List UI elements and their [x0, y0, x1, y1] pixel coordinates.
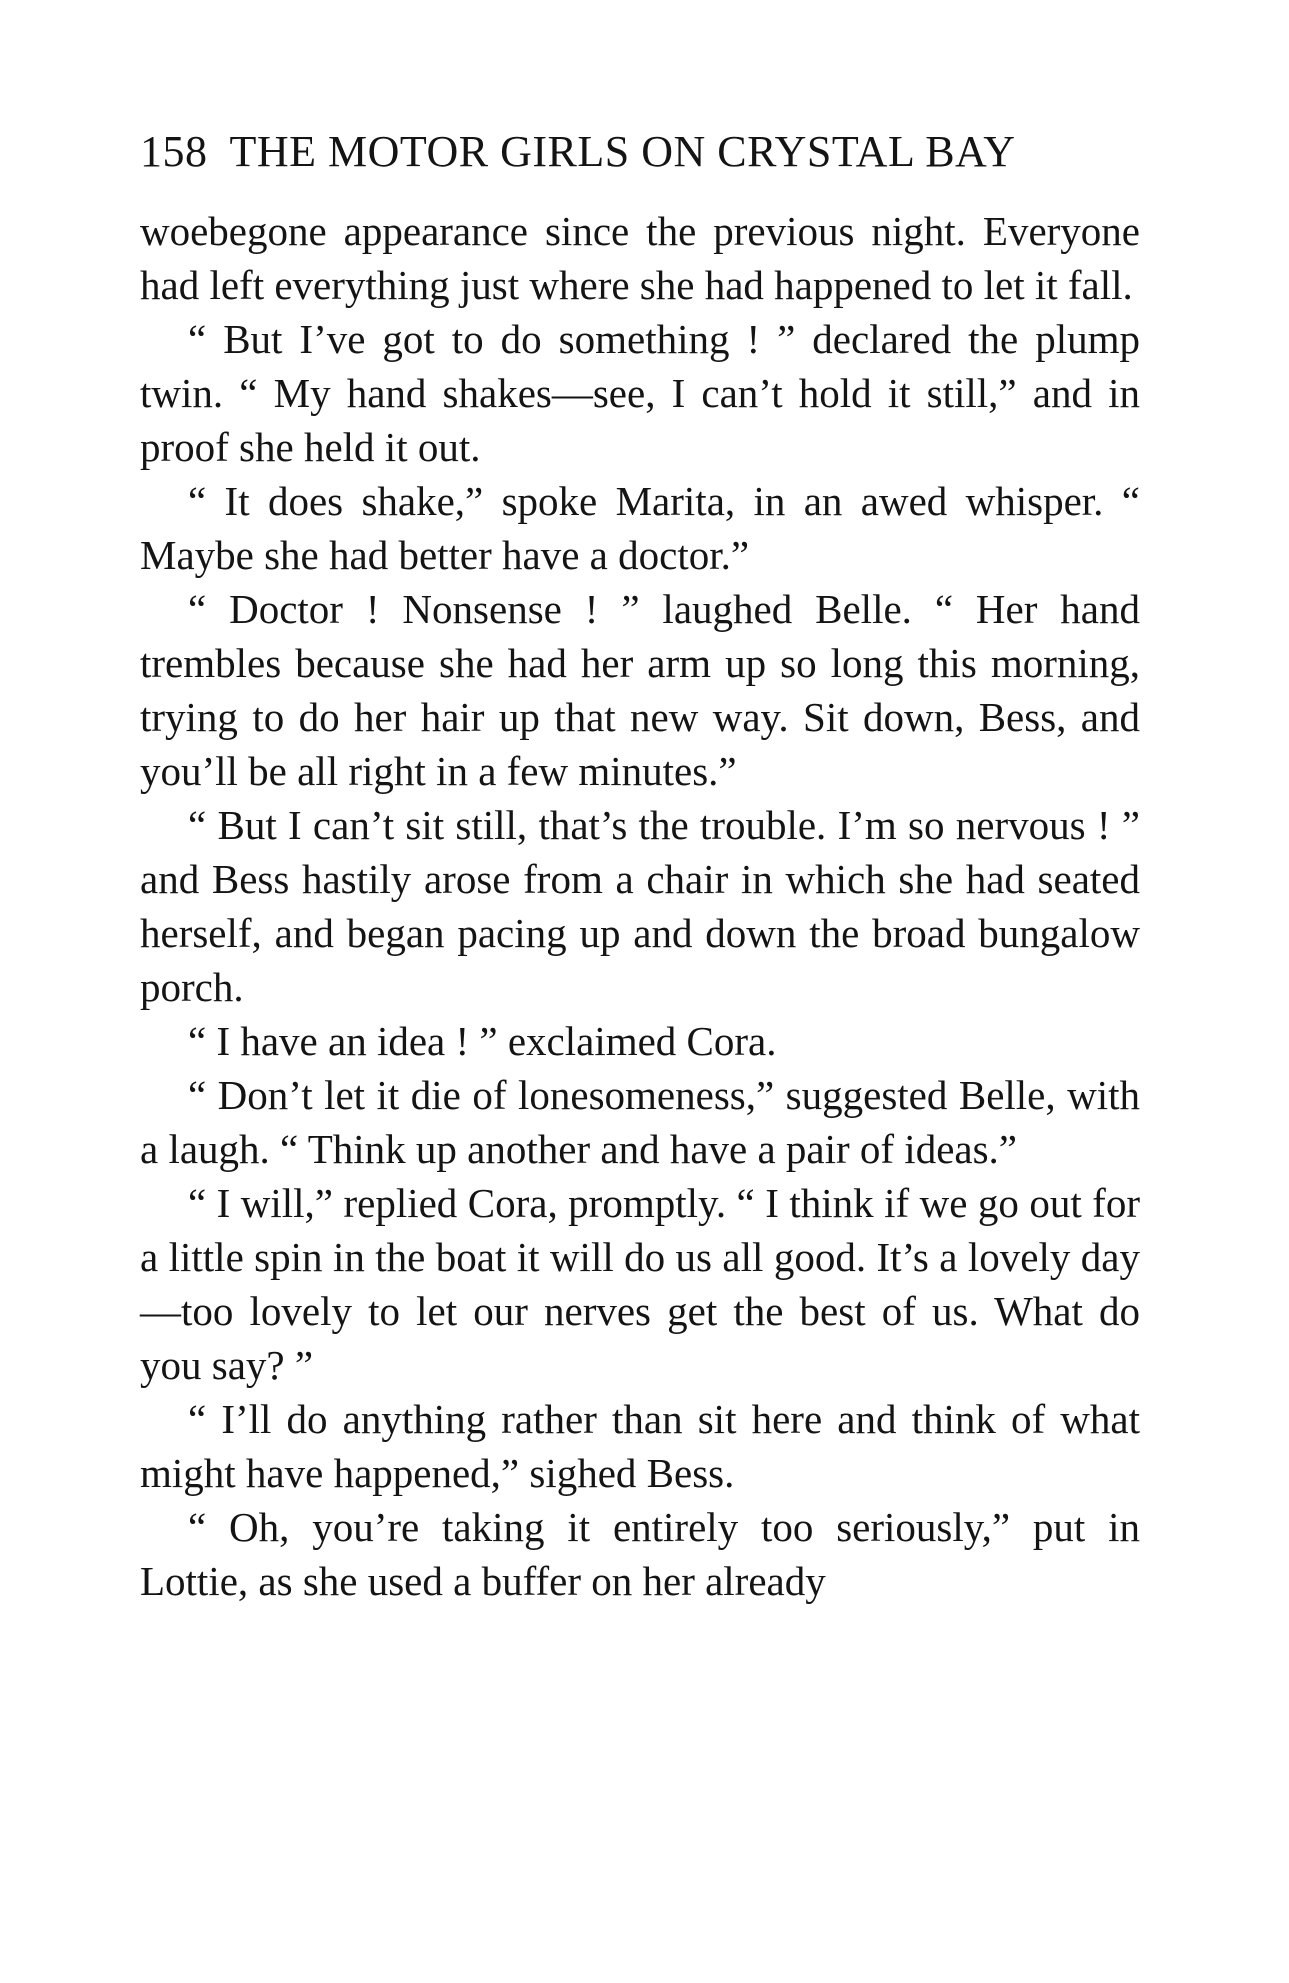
- paragraph: “ But I’ve got to do something ! ” declared the plump twin. “ My hand shakes—see, I can’t hold it still,” and in proof she held it out.: [140, 316, 1140, 470]
- paragraph: “ It does shake,” spoke Marita, in an awed whisper. “ Maybe she had better have a doctor.”: [140, 478, 1140, 578]
- running-head: [140, 120, 1140, 184]
- paragraph: woebegone appearance since the previous night. Everyone had left everything just where she had happened to let it fall.: [140, 208, 1140, 308]
- book-page: [140, 120, 1140, 1608]
- body-text: [140, 204, 1140, 1608]
- paragraph: “ Don’t let it die of lonesomeness,” suggested Belle, with a laugh. “ Think up another and have a pair of ideas.”: [140, 1072, 1140, 1172]
- paragraph: “ I will,” replied Cora, promptly. “ I think if we go out for a little spin in the boat it will do us all good. It’s a lovely day—too lovely to let our nerves get the best of us. What do you say? ”: [140, 1180, 1140, 1388]
- running-title: THE MOTOR GIRLS ON CRYSTAL BAY: [229, 127, 1016, 176]
- paragraph: “ But I can’t sit still, that’s the trouble. I’m so nervous ! ” and Bess hastily arose from a chair in which she had seated herself, and began pacing up and down the broad bungalow porch.: [140, 802, 1140, 1010]
- page-number: 158: [140, 127, 208, 176]
- paragraph: “ Oh, you’re taking it entirely too seriously,” put in Lottie, as she used a buffer on her already: [140, 1504, 1140, 1604]
- paragraph: “ I have an idea ! ” exclaimed Cora.: [188, 1018, 777, 1064]
- paragraph: “ I’ll do anything rather than sit here and think of what might have happened,” sighed Bess.: [140, 1396, 1140, 1496]
- paragraph: “ Doctor ! Nonsense ! ” laughed Belle. “ Her hand trembles because she had her arm up so long this morning, trying to do her hair up that new way. Sit down, Bess, and you’ll be all right in a few minutes.”: [140, 586, 1140, 794]
